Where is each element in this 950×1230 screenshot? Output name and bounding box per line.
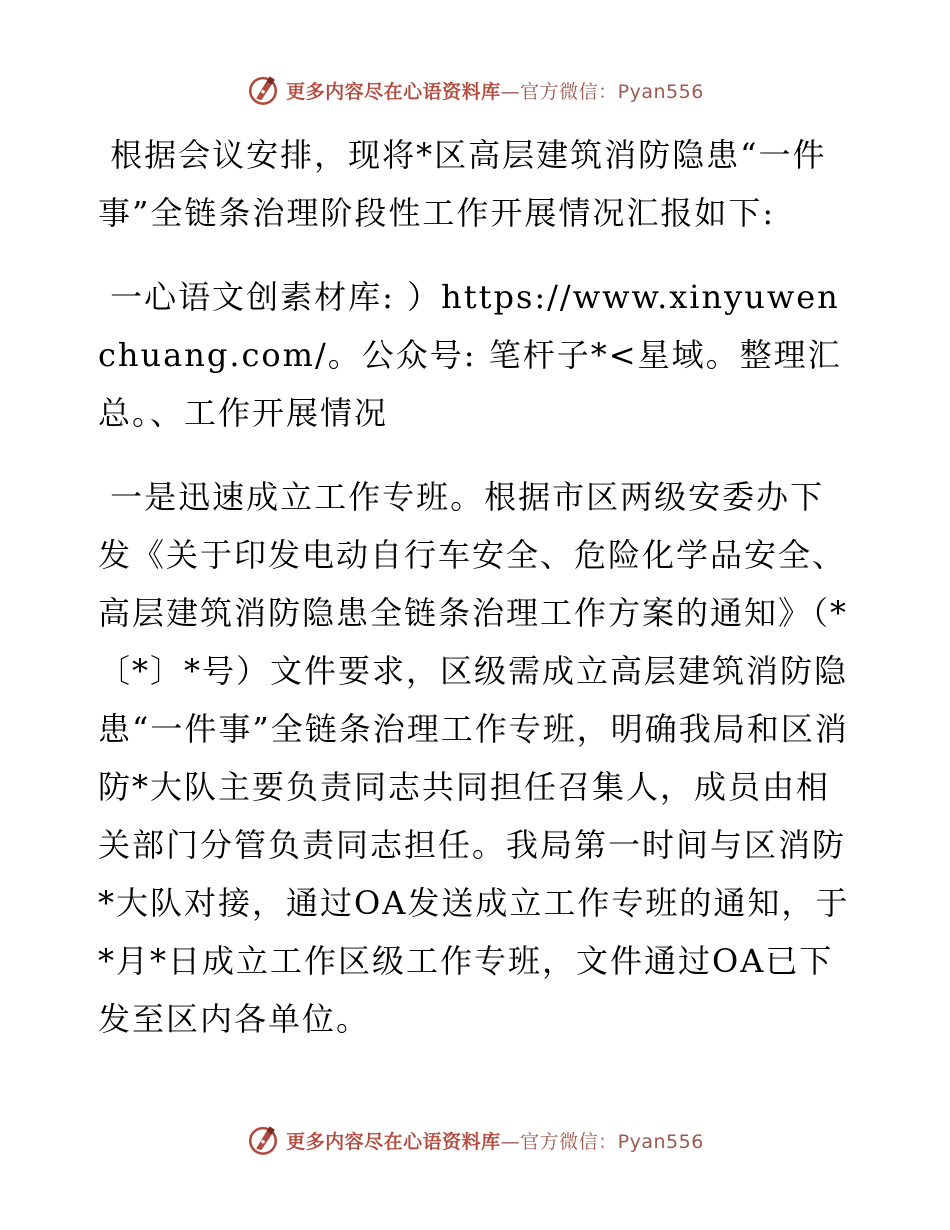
header-watermark-banner	[0, 70, 950, 110]
banner-dash: —	[500, 80, 521, 103]
pen-nib-logo-icon	[246, 73, 280, 107]
paragraph-source-note: 一心语文创素材库: ）https://www.xinyuwenchuang.com/。公众号: 笔杆子*<星域。整理汇总。、工作开展情况	[98, 278, 842, 432]
banner-suffix-text: 官方微信：Pyan556	[520, 80, 704, 103]
paragraph-intro: 根据会议安排，现将*区高层建筑消防隐患“一件事”全链条治理阶段性工作开展情况汇报如下:	[98, 136, 827, 232]
document-body	[98, 126, 858, 1060]
pen-nib-logo-icon	[246, 1123, 280, 1157]
paragraph-work-team: 一是迅速成立工作专班。根据市区两级安委办下发《关于印发电动自行车安全、危险化学品安全、高层建筑消防隐患全链条治理工作方案的通知》（*〔*〕*号）文件要求，区级需成立高层建筑消防隐患“一件事”全链条治理工作专班，明确我局和区消防*大队主要负责同志共同担任召集人，成员由相关部门分管负责同志担任。我局第一时间与区消防*大队对接，通过OA发送成立工作专班的通知，于*月*日成立工作区级工作专班，文件通过OA已下发至区内各单位。	[98, 478, 850, 1038]
footer-watermark-banner	[0, 1120, 950, 1160]
banner-dash: —	[500, 1130, 521, 1153]
banner-text	[286, 77, 704, 104]
banner-main-text: 更多内容尽在心语资料库	[286, 1130, 501, 1153]
banner-text	[286, 1127, 704, 1154]
banner-suffix-text: 官方微信：Pyan556	[520, 1130, 704, 1153]
banner-main-text: 更多内容尽在心语资料库	[286, 80, 501, 103]
